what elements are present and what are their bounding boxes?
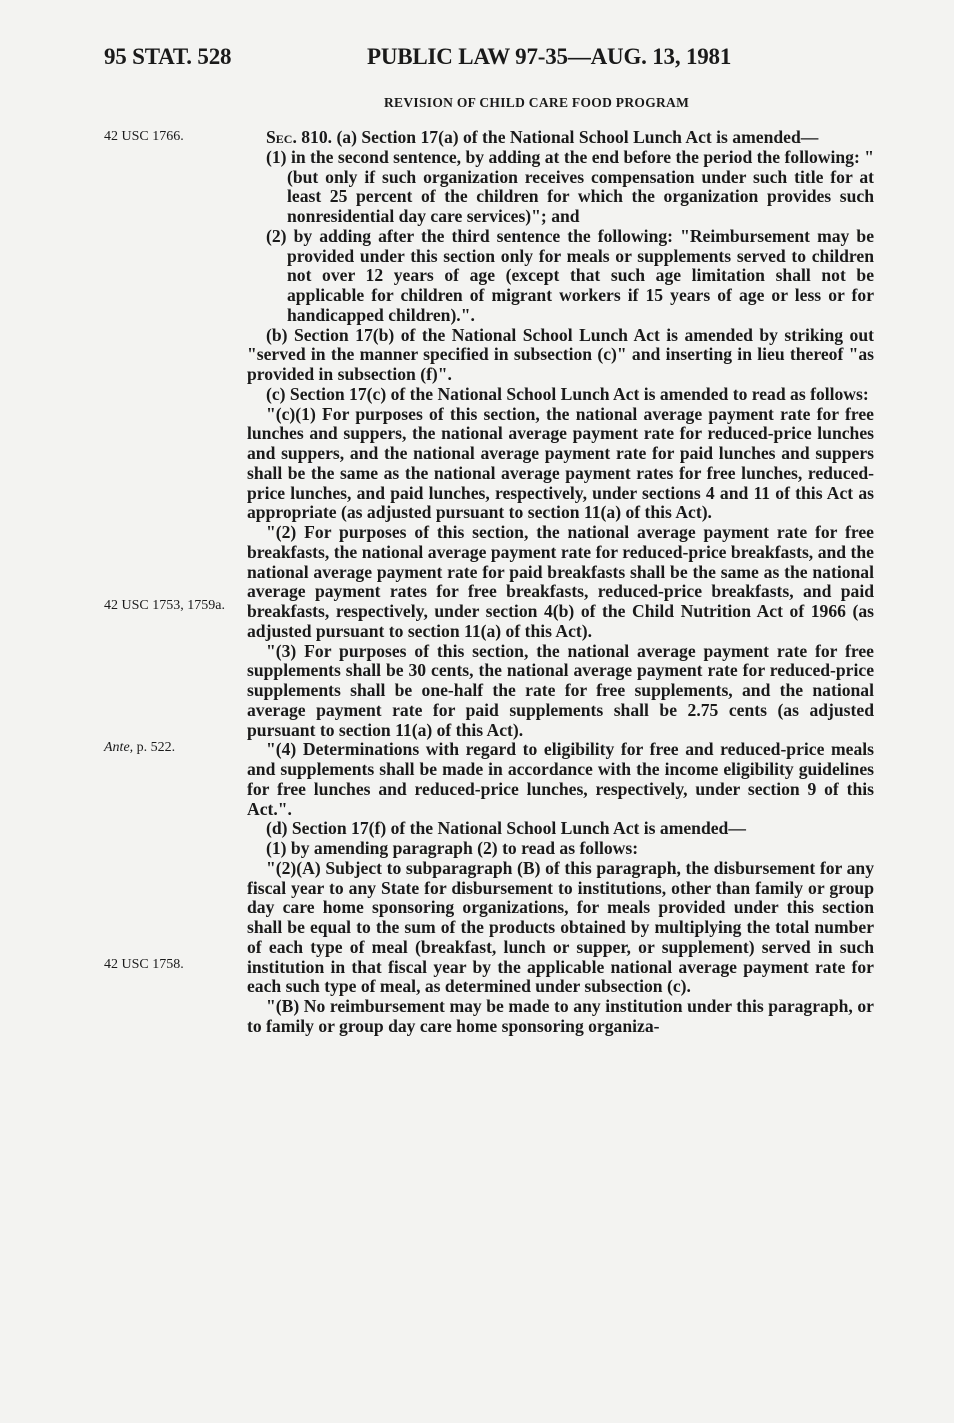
paragraph-c-2: "(2) For purposes of this section, the national average payment rate for free breakfasts, the national average payment rate for reduced-price breakfasts, and the national average payment rate for paid breakfasts shall be the same as the national average payment rates for free breakfasts, reduced-price breakfasts, and paid breakfasts, respectively, under section 4(b) of the Child Nutrition Act of 1966 (as adjusted pursuant to section 11(a) of this Act). bbox=[247, 522, 874, 641]
paragraph-c-1: "(c)(1) For purposes of this section, the national average payment rate for free lunches and suppers, the national average payment rate for reduced-price lunches and suppers, and the national average payment rate for paid lunches and suppers shall be the same as the national average payment rates for free lunches, reduced-price lunches, and paid lunches, respectively, under sections 4 and 11 of this Act as appropriate (as adjusted pursuant to section 11(a) of this Act). bbox=[247, 403, 874, 523]
paragraph-a-1: (1) in the second sentence, by adding at the end before the period the following: "(but only if such organization receives compensation under such title for at least 25 percent of the children for which the organization provides such nonresidential day care services)"; and bbox=[266, 146, 874, 226]
paragraph-b: (b) Section 17(b) of the National School Lunch Act is amended by striking out "served in the manner specified in subsection (c)" and inserting in lieu thereof "as provided in subsection (f)". bbox=[247, 324, 874, 384]
paragraph-d: (d) Section 17(f) of the National School Lunch Act is amended— bbox=[266, 818, 746, 839]
margin-note-usc-1766: 42 USC 1766. bbox=[104, 129, 184, 144]
paragraph-c-4: "(4) Determinations with regard to eligibility for free and reduced-price meals and supplements shall be made in accordance with the income eligibility guidelines for free lunches and reduced-price lunches, respectively, under section 9 of this Act.". bbox=[247, 739, 874, 819]
statute-page-number: 95 STAT. 528 bbox=[104, 44, 232, 69]
paragraph-sec-810: Sec. 810. (a) Section 17(a) of the National School Lunch Act is amended— bbox=[266, 127, 819, 147]
margin-note-usc-1758: 42 USC 1758. bbox=[104, 957, 184, 972]
section-heading: REVISION OF CHILD CARE FOOD PROGRAM bbox=[384, 95, 690, 110]
margin-note-ante: Ante, p. 522. bbox=[104, 740, 176, 755]
paragraph-2-b: "(B) No reimbursement may be made to any institution under this paragraph, or to family or group day care home sponsoring organiza- bbox=[247, 996, 874, 1036]
paragraph-2-a: "(2)(A) Subject to subparagraph (B) of this paragraph, the disbursement for any fiscal year to any State for disbursement to institutions, other than family or group day care home sponsoring organizations, for meals provided under this section shall be equal to the sum of the products obtained by multiplying the total number of each type of meal (breakfast, lunch or supper, or supplement) served in such institution in that fiscal year by the applicable national average payment rate for each such type of meal, as determined under subsection (c). bbox=[247, 857, 874, 997]
paragraph-c: (c) Section 17(c) of the National School Lunch Act is amended to read as follows: bbox=[266, 383, 869, 404]
paragraph-c-3: "(3) For purposes of this section, the national average payment rate for free supplements shall be 30 cents, the national average payment rate for reduced-price supplements shall be one-half the rate for free supplements, and the national average payment rate for paid supplements shall be 2.75 cents (as adjusted pursuant to section 11(a) of this Act). bbox=[247, 640, 874, 740]
paragraph-d-1: (1) by amending paragraph (2) to read as follows: bbox=[266, 838, 639, 858]
law-body-text bbox=[247, 128, 874, 1037]
public-law-title: PUBLIC LAW 97-35—AUG. 13, 1981 bbox=[367, 44, 732, 69]
margin-note-usc-1753: 42 USC 1753, 1759a. bbox=[104, 598, 225, 613]
paragraph-a-2: (2) by adding after the third sentence the following: "Reimbursement may be provided under this section only for meals or supplements served to children not over 12 years of age (except that such age limitation shall not be applicable for children of migrant workers if 15 years of age or less or for handicapped children).". bbox=[266, 225, 874, 325]
